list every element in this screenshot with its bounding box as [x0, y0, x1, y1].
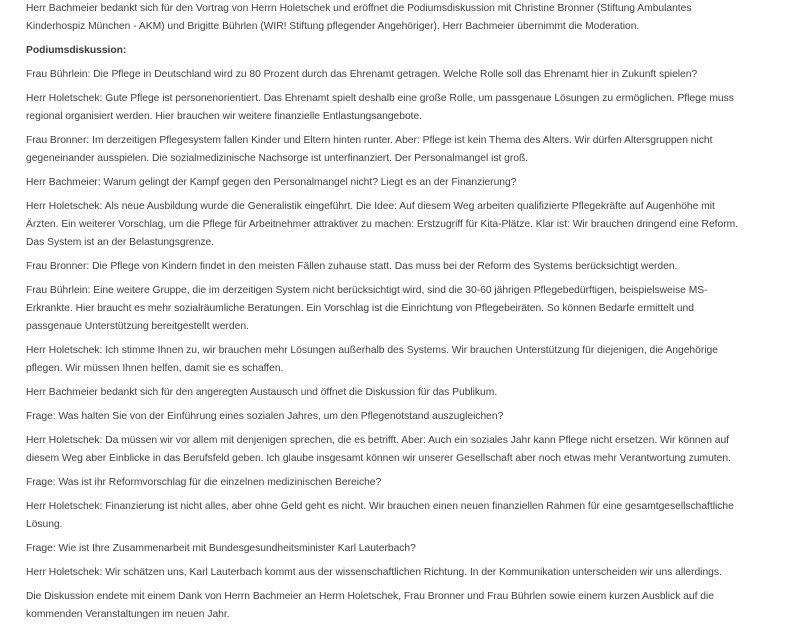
paragraph: Frau Bührlein: Die Pflege in Deutschland wird zu 80 Prozent durch das Ehrenamt getragen. Welche Rolle soll das Ehrenamt hier in Zukunft spielen? [26, 68, 698, 80]
paragraph: Die Diskussion endete mit einem Dank von Herrn Bachmeier an Herrn Holetschek, Frau Bronner und Frau Bührlen sowie einem kurzen Ausblick auf die kommenden Veranstaltungen im neuen Jahr. [26, 590, 714, 620]
paragraph: Herr Holetschek: Ich stimme Ihnen zu, wir brauchen mehr Lösungen außerhalb des Systems. Wir brauchen Unterstützung für diejenigen, die Angehörige pflegen. Wir müssen Ihnen helfen, damit sie es schaffen. [26, 344, 718, 374]
paragraph: Herr Holetschek: Gute Pflege ist personenorientiert. Das Ehrenamt spielt deshalb eine große Rolle, um passgenaue Lösungen zu ermöglichen. Pflege muss regional organisiert werden. Hier brauchen wir weitere finanzielle Entlastungsangebote. [26, 92, 734, 122]
paragraph: Herr Bachmeier: Warum gelingt der Kampf gegen den Personalmangel nicht? Liegt es an der Finanzierung? [26, 176, 517, 188]
paragraph: Herr Holetschek: Finanzierung ist nicht alles, aber ohne Geld geht es nicht. Wir brauchen einen neuen finanziellen Rahmen für eine gesamtgesellschaftliche Lösung. [26, 500, 734, 530]
paragraph: Frage: Was ist ihr Reformvorschlag für die einzelnen medizinischen Bereiche? [26, 476, 382, 488]
paragraph: Herr Holetschek: Wir schätzen uns, Karl Lauterbach kommt aus der wissenschaftlichen Richtung. In der Kommunikation unterscheiden wir uns allerdings. [26, 566, 722, 578]
paragraph: Frau Bronner: Im derzeitigen Pflegesystem fallen Kinder und Eltern hinten runter. Aber: Pflege ist kein Thema des Alters. Wir dürfen Altersgruppen nicht gegeneinander ausspielen. Die sozialmedizinische Nachsorge ist unterfinanziert. Der Personalmangel ist groß. [26, 134, 713, 164]
paragraph: Frau Bührlein: Eine weitere Gruppe, die im derzeitigen System nicht berücksichtigt wird, sind die 30-60 jährigen Pflegebedürftigen, beispielsweise MS-Erkrankte. Hier braucht es mehr sozialräumliche Beratungen. Ein Vorschlag ist die Einrichtung von Pflegebeiräten. So können Bedarfe ermittelt und passgenaue Unterstützung bereitgestellt werden. [26, 284, 708, 332]
paragraph: Herr Bachmeier bedankt sich für den angeregten Austausch und öffnet die Diskussion für das Publikum. [26, 386, 498, 398]
paragraph: Frau Bronner: Die Pflege von Kindern findet in den meisten Fällen zuhause statt. Das muss bei der Reform des Systems berücksichtigt werden. [26, 260, 678, 272]
paragraph: Herr Holetschek: Da müssen wir vor allem mit denjenigen sprechen, die es betrifft. Aber: Auch ein soziales Jahr kann Pflege nicht ersetzen. Wir können auf diesem Weg aber Einblicke in das Berufsfeld geben. Ich glaube insgesamt können wir unserer Gesellschaft aber noch etwas mehr Verantwortung zumuten. [26, 434, 731, 464]
section-heading: Podiumsdiskussion: [26, 44, 127, 56]
intro-paragraph: Herr Bachmeier bedankt sich für den Vortrag von Herrn Holetschek und eröffnet die Podiumsdiskussion mit Christine Bronner (Stiftung Ambulantes Kinderhospiz München - AKM) und Brigitte Bührlen (WIR! Stiftung pflegender Angehöriger). Herr Bachmeier übernimmt die Moderation. [26, 2, 692, 32]
paragraph: Frage: Was halten Sie von der Einführung eines sozialen Jahres, um den Pflegenotstand auszugleichen? [26, 410, 504, 422]
paragraph: Frage: Wie ist Ihre Zusammenarbeit mit Bundesgesundheitsminister Karl Lauterbach? [26, 542, 416, 554]
paragraph: Herr Holetschek: Als neue Ausbildung wurde die Generalistik eingeführt. Die Idee: Auf diesem Weg arbeiten qualifizierte Pflegekräfte auf Augenhöhe mit Ärzten. Ein weiterer Vorschlag, um die Pflege für Arbeitnehmer attraktiver zu machen: Erstzugriff für Kita-Plätze. Klar ist: Wir brauchen dringend eine Reform. Das System ist an der Belastungsgrenze. [26, 200, 739, 248]
